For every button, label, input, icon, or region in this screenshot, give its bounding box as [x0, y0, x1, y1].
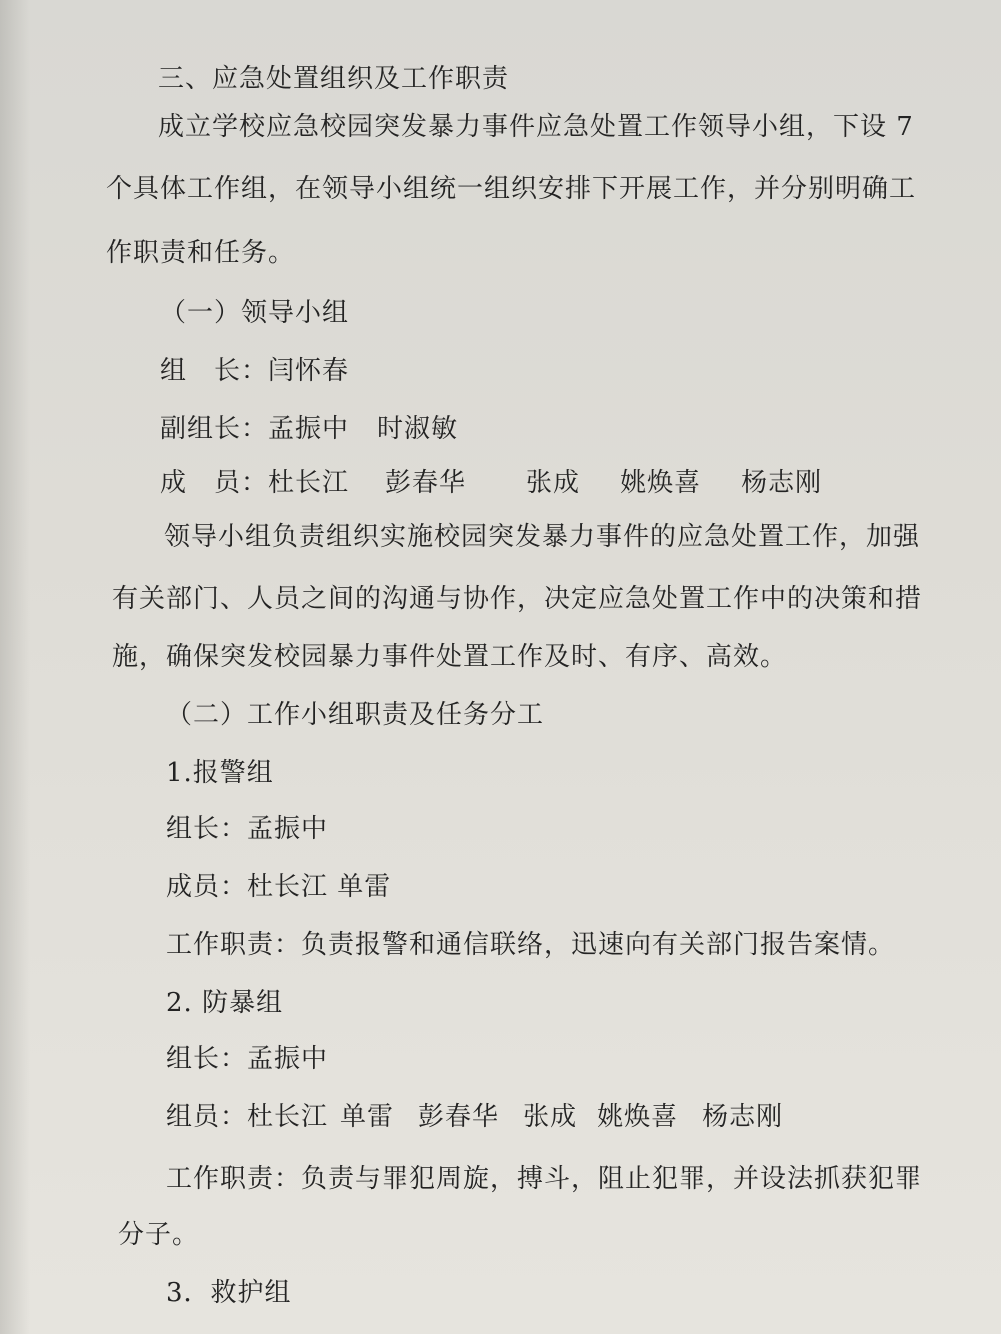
member-name: 杨志刚	[702, 1102, 784, 1132]
member-name: 彭春华	[418, 1102, 500, 1132]
member-name: 张成	[526, 468, 581, 498]
member-name: 姚焕喜	[597, 1102, 679, 1132]
member-name: 姚焕喜	[620, 468, 702, 498]
leader-label: 组 长：	[160, 356, 269, 386]
members-row	[160, 466, 822, 500]
group3-title: 3．救护组	[166, 1278, 292, 1308]
leadership-desc-line-2: 有关部门、人员之间的沟通与协作，决定应急处置工作中的决策和措	[112, 584, 923, 614]
member-name: 杜长江	[268, 468, 350, 498]
deputy-name: 孟振中	[268, 414, 350, 444]
member-name: 单雷	[340, 1102, 395, 1132]
member-name: 杜长江	[247, 1102, 329, 1132]
member-name: 张成	[523, 1102, 578, 1132]
leadership-group-title: （一）领导小组	[160, 298, 350, 328]
section-heading: 三、应急处置组织及工作职责	[158, 64, 510, 94]
intro-line-3: 作职责和任务。	[106, 238, 296, 268]
leadership-desc-line-3: 施，确保突发校园暴力事件处置工作及时、有序、高效。	[112, 642, 788, 672]
group2-leader: 组长：孟振中	[166, 1044, 329, 1074]
deputy-name: 时淑敏	[377, 414, 459, 444]
group2-duty-line-2: 分子。	[118, 1220, 200, 1250]
group2-members-row	[166, 1100, 783, 1134]
leader-row	[160, 354, 349, 388]
deputy-label: 副组长：	[160, 414, 269, 444]
group2-members-label: 组员：	[166, 1102, 248, 1132]
group2-title: 2. 防暴组	[166, 988, 284, 1018]
members-label: 成 员：	[160, 468, 269, 498]
page-edge-shadow	[0, 0, 30, 1334]
deputy-row	[160, 412, 458, 446]
group1-leader: 组长：孟振中	[166, 814, 329, 844]
leadership-desc-line-1: 领导小组负责组织实施校园突发暴力事件的应急处置工作，加强	[164, 522, 921, 552]
leader-name: 闫怀春	[268, 356, 350, 386]
member-name: 彭春华	[385, 468, 467, 498]
intro-line-2: 个具体工作组，在领导小组统一组织安排下开展工作，并分别明确工	[106, 174, 917, 204]
group1-members: 成员：杜长江 单雷	[166, 872, 392, 902]
group1-duty: 工作职责：负责报警和通信联络，迅速向有关部门报告案情。	[166, 930, 896, 960]
group2-duty-line-1: 工作职责：负责与罪犯周旋，搏斗，阻止犯罪，并设法抓获犯罪	[166, 1164, 923, 1194]
intro-line-1: 成立学校应急校园突发暴力事件应急处置工作领导小组，下设 7	[158, 112, 914, 142]
group1-title: 1.报警组	[166, 758, 274, 788]
work-groups-title: （二）工作小组职责及任务分工	[166, 700, 545, 730]
member-name: 杨志刚	[741, 468, 823, 498]
